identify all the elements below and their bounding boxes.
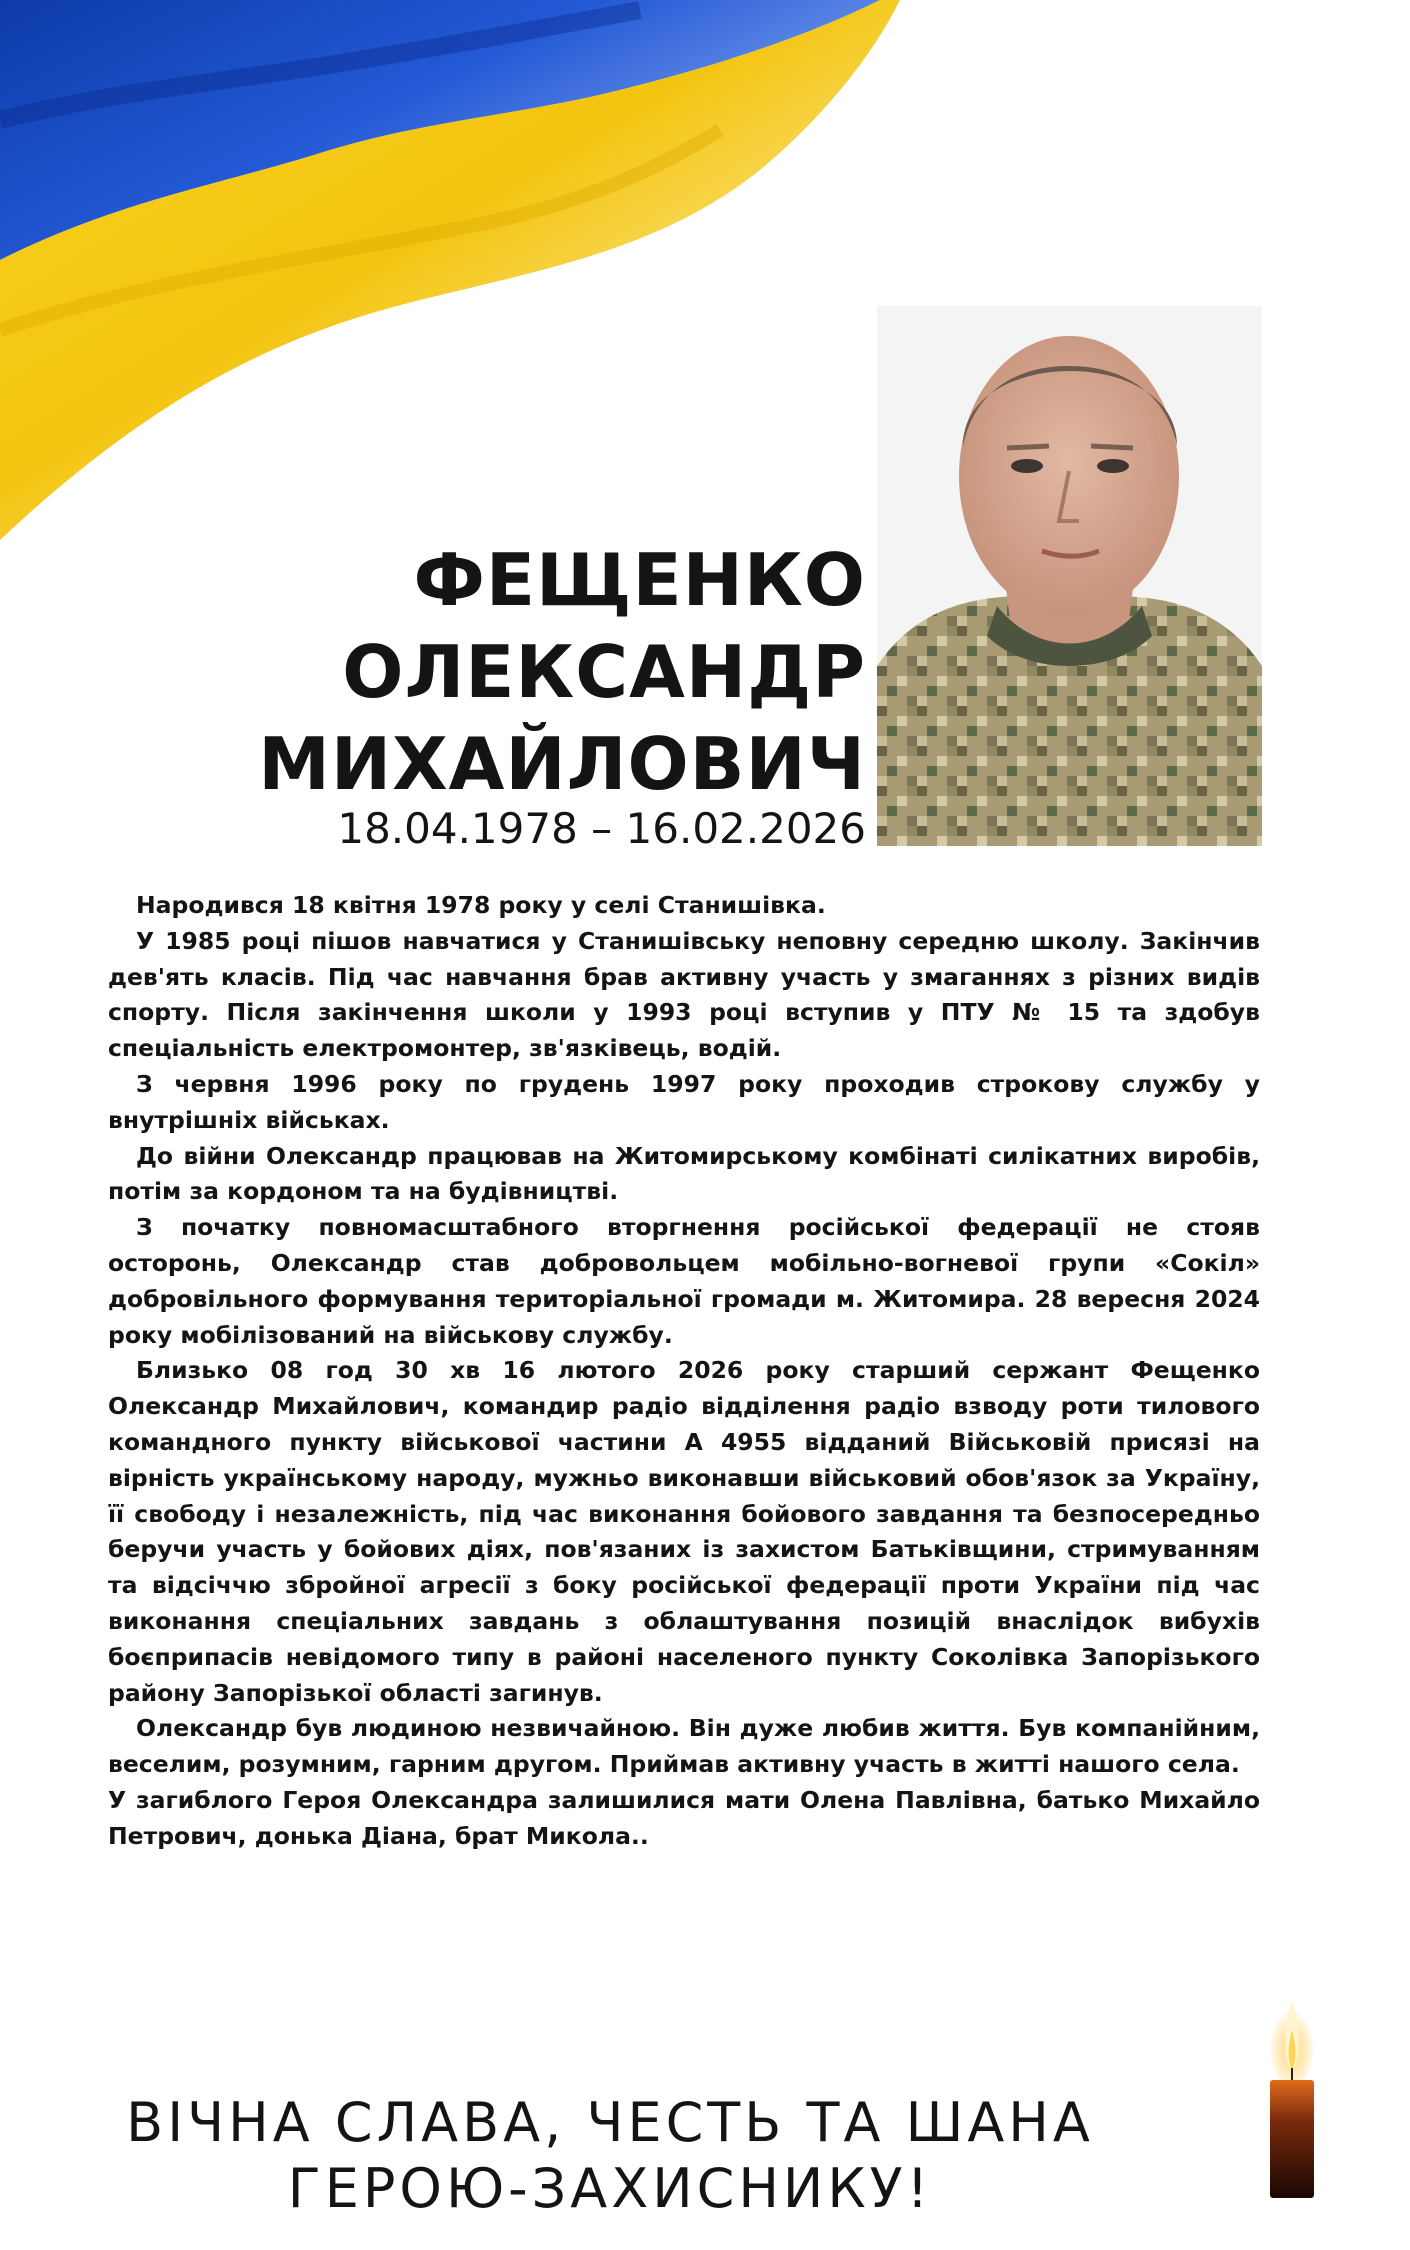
ukrainian-flag-icon [0,0,900,560]
bio-paragraph: З початку повномасштабного вторгнення російської федерації не стояв осторонь, Олександр став добровольцем мобільно-вогневої групи «Сокіл» добровільного формування територіальної громади м. Житомира. 28 вересня 2024 року мобілізований на військову службу. [108,1213,1260,1349]
life-dates: 18.04.1978 – 16.02.2026 [337,804,866,853]
tribute-text [100,2090,1120,2222]
surname: ФЕЩЕНКО [413,538,866,622]
biography [108,888,1260,1855]
first-name: ОЛЕКСАНДР [342,630,866,714]
bio-paragraph: З червня 1996 року по грудень 1997 року проходив строкову службу у внутрішніх військах. [108,1069,1260,1134]
bio-paragraph: У загиблого Героя Олександра залишилися мати Олена Павлівна, батько Михайло Петрович, донька Діана, брат Микола.. [108,1785,1260,1850]
tribute-line: ГЕРОЮ-ЗАХИСНИКУ! [287,2157,933,2220]
patronymic: МИХАЙЛОВИЧ [258,722,866,806]
tribute-line: ВІЧНА СЛАВА, ЧЕСТЬ ТА ШАНА [126,2091,1094,2154]
memorial-candle-icon [1262,1990,1322,2200]
bio-paragraph: У 1985 році пішов навчатися у Станишівську неповну середню школу. Закінчив дев'ять класів. Під час навчання брав активну участь у змаганнях з різних видів спорту. Після закінчення школи у 1993 році вступив у ПТУ № 15 та здобув спеціальність електромонтер, зв'язківець, водій. [108,926,1260,1063]
bio-paragraph: Олександр був людиною незвичайною. Він дуже любив життя. Був компанійним, веселим, розумним, гарним другом. Приймав активну участь в житті нашого села. [108,1714,1260,1779]
bio-paragraph: До війни Олександр працював на Житомирському комбінаті силікатних виробів, потім за кордоном та на будівництві. [108,1141,1260,1206]
bio-paragraph: Народився 18 квітня 1978 року у селі Станишівка. [136,891,826,919]
bio-paragraph: Близько 08 год 30 хв 16 лютого 2026 року старший сержант Фещенко Олександр Михайлович, командир радіо відділення радіо взводу роти тилового командного пункту військової частини А 4955 відданий Військовій присязі на вірність українському народу, мужньо виконавши військовий обов'язок за Україну, її свободу і незалежність, під час виконання бойового завдання та безпосередньо беручи участь у бойових діях, пов'язаних із захистом Батьківщини, стримуванням та відсіччю збройної агресії з боку російської федерації проти України під час виконання спеціальних завдань з облаштування позицій внаслідок вибухів боєприпасів невідомого типу в районі населеного пункту Соколівка Запорізького району Запорізької області загинув. [108,1356,1260,1707]
soldier-portrait [877,306,1262,846]
